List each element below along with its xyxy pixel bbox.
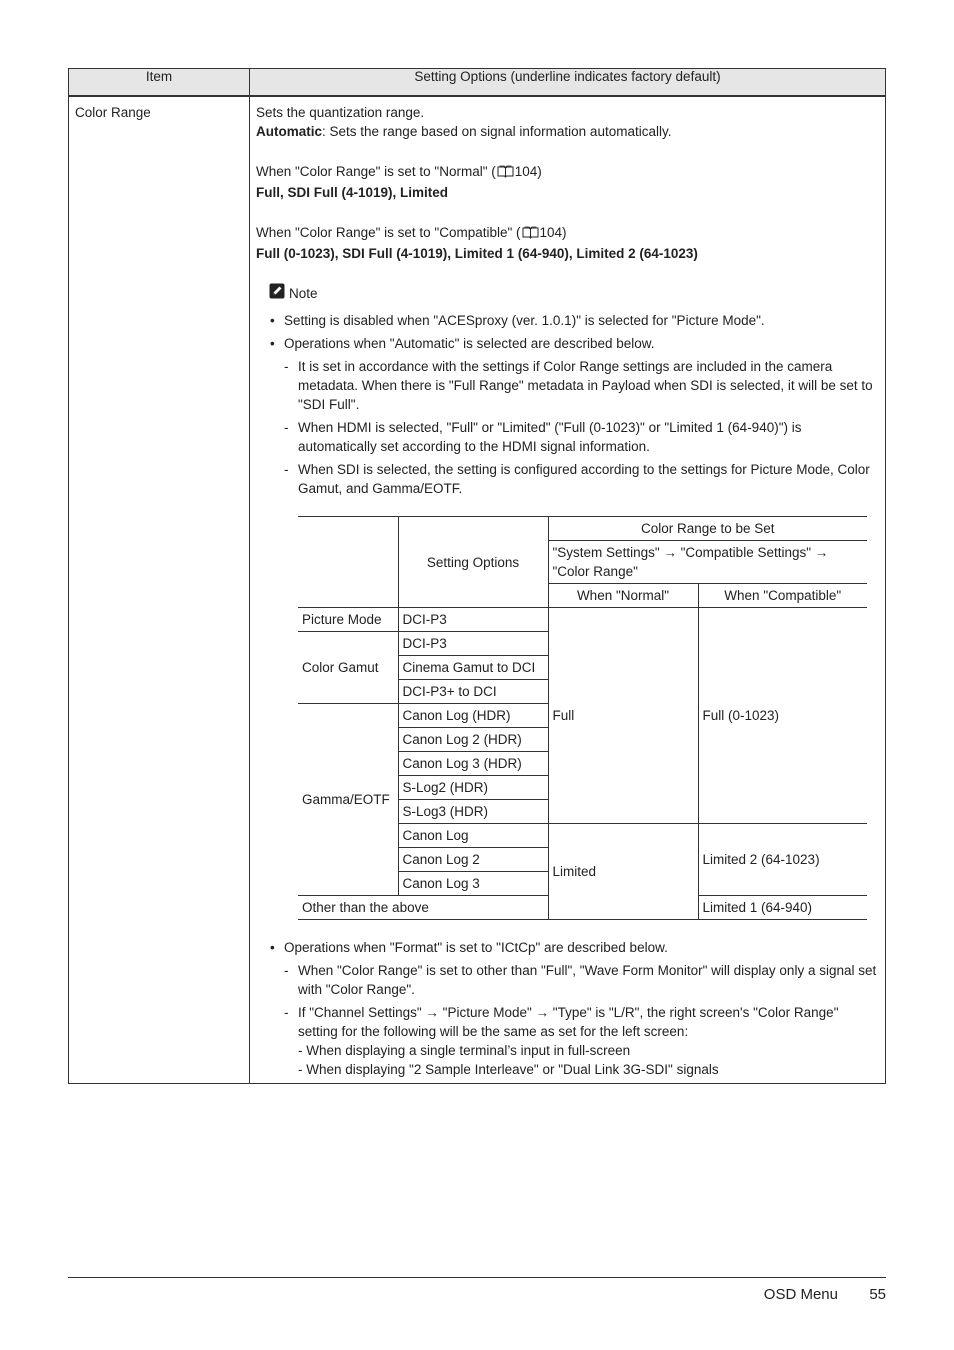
matrix-normal-full: Full <box>548 608 698 824</box>
note-dash-item: - It is set in accordance with the settings if Color Range settings are included in the camera metadata. When there is "Full Range" metadata in Payload when SDI is selected, it will be set to "SDI Full". <box>284 359 873 412</box>
note-pencil-icon <box>269 283 285 304</box>
dash-text: When "Color Range" is set to other than "Full", "Wave Form Monitor" will display only a signal set with "Color Range". <box>298 963 877 997</box>
matrix-corner-cell <box>298 517 398 608</box>
bullet-text: Setting is disabled when "ACESproxy (ver. 1.0.1)" is selected for "Picture Mode". <box>284 313 765 328</box>
book-icon <box>497 164 514 183</box>
sub-item: - When displaying a single terminal’s input in full-screen <box>298 1043 631 1058</box>
matrix-option: Canon Log 2 (HDR) <box>398 728 548 752</box>
matrix-option: S-Log2 (HDR) <box>398 776 548 800</box>
matrix-color-range-header: Color Range to be Set <box>548 517 867 541</box>
footer-page-number: 55 <box>869 1286 886 1303</box>
bullet-text: Operations when "Format" is set to "ICtCp" are described below. <box>284 940 668 955</box>
matrix-normal-limited: Limited <box>548 824 698 920</box>
footer-divider <box>68 1277 886 1278</box>
matrix-option: DCI-P3 <box>398 632 548 656</box>
normal-options: Full, SDI Full (4-1019), Limited <box>256 185 449 200</box>
note-bullet: • Setting is disabled when "ACESproxy (ver. 1.0.1)" is selected for "Picture Mode". <box>270 313 765 328</box>
matrix-row-color-gamut: Color Gamut <box>298 632 398 704</box>
matrix-option: Canon Log <box>398 824 548 848</box>
automatic-line <box>256 122 879 141</box>
matrix-setting-options-header: Setting Options <box>398 517 548 608</box>
table-header-row <box>69 69 886 97</box>
intro-text: Sets the quantization range. <box>256 105 425 120</box>
matrix-compat-limited1: Limited 1 (64-940) <box>698 896 867 920</box>
settings-table <box>68 68 886 1084</box>
matrix-row-other: Other than the above <box>298 896 548 920</box>
matrix-when-normal: When "Normal" <box>548 584 698 608</box>
note-heading <box>269 283 879 304</box>
normal-page-ref[interactable]: 104) <box>514 164 542 179</box>
matrix-option: DCI-P3 <box>398 608 548 632</box>
dash-text: It is set in accordance with the settings if Color Range settings are included in the camera metadata. When there is "Full Range" metadata in Payload when SDI is selected, it will be set to "SDI Full". <box>298 359 873 412</box>
compatible-prefix: When "Color Range" is set to "Compatible" ( <box>256 225 521 240</box>
compatible-line <box>256 223 879 244</box>
matrix-row-gamma-eotf: Gamma/EOTF <box>298 704 398 896</box>
dash-text: If "Channel Settings" → "Picture Mode" → "Type" is "L/R", the right screen's "Color Range" setting for the following will be the same as set for the left screen: <box>298 1005 839 1039</box>
matrix-option: Canon Log 3 <box>398 872 548 896</box>
matrix-row-picture-mode: Picture Mode <box>298 608 398 632</box>
matrix-option: Cinema Gamut to DCI <box>398 656 548 680</box>
setting-description <box>250 96 886 1084</box>
matrix-option: DCI-P3+ to DCI <box>398 680 548 704</box>
bullet-text: Operations when "Automatic" is selected are described below. <box>284 336 655 351</box>
book-icon <box>522 225 539 244</box>
note-dash-item: - When HDMI is selected, "Full" or "Limited" ("Full (0-1023)" or "Limited 1 (64-940)") is automatically set according to the HDMI signal information. <box>284 420 802 454</box>
note-bullet: • Operations when "Format" is set to "ICtCp" are described below. <box>270 940 668 955</box>
matrix-option: Canon Log 2 <box>398 848 548 872</box>
header-item: Item <box>69 69 250 97</box>
color-range-matrix-table <box>298 516 867 920</box>
dash-text: When HDMI is selected, "Full" or "Limited" ("Full (0-1023)" or "Limited 1 (64-940)") is automatically set according to the HDMI signal information. <box>298 420 802 454</box>
matrix-compat-limited2: Limited 2 (64-1023) <box>698 824 867 896</box>
matrix-menu-path: "System Settings" → "Compatible Settings" → "Color Range" <box>548 541 867 584</box>
automatic-label: Automatic <box>256 124 323 139</box>
dash-text: When SDI is selected, the setting is configured according to the settings for Picture Mode, Color Gamut, and Gamma/EOTF. <box>298 462 870 496</box>
automatic-text: : Sets the range based on signal information automatically. <box>322 124 672 139</box>
sub-item: - When displaying "2 Sample Interleave" or "Dual Link 3G-SDI" signals <box>298 1062 719 1077</box>
normal-prefix: When "Color Range" is set to "Normal" ( <box>256 164 496 179</box>
note-dash-item: - If "Channel Settings" → "Picture Mode" → "Type" is "L/R", the right screen's "Color Range" setting for the following will be the same as set for the left screen: <box>284 1005 839 1039</box>
compatible-page-ref[interactable]: 104) <box>539 225 567 240</box>
table-row <box>69 96 886 1084</box>
matrix-option: Canon Log 3 (HDR) <box>398 752 548 776</box>
compatible-options: Full (0-1023), SDI Full (4-1019), Limited 1 (64-940), Limited 2 (64-1023) <box>256 246 698 261</box>
matrix-when-compatible: When "Compatible" <box>698 584 867 608</box>
matrix-option: Canon Log (HDR) <box>398 704 548 728</box>
note-bullet: • Operations when "Automatic" is selected are described below. <box>270 336 655 351</box>
header-setting-options: Setting Options (underline indicates factory default) <box>250 69 886 97</box>
footer-section-title: OSD Menu <box>763 1286 838 1303</box>
note-label: Note <box>289 286 318 301</box>
item-name: Color Range <box>69 96 250 1084</box>
matrix-option: S-Log3 (HDR) <box>398 800 548 824</box>
normal-line <box>256 162 879 183</box>
note-dash-item: - When "Color Range" is set to other than "Full", "Wave Form Monitor" will display only a signal set with "Color Range". <box>284 963 877 997</box>
matrix-compat-full: Full (0-1023) <box>698 608 867 824</box>
note-dash-item: - When SDI is selected, the setting is configured according to the settings for Picture Mode, Color Gamut, and Gamma/EOTF. <box>284 462 870 496</box>
